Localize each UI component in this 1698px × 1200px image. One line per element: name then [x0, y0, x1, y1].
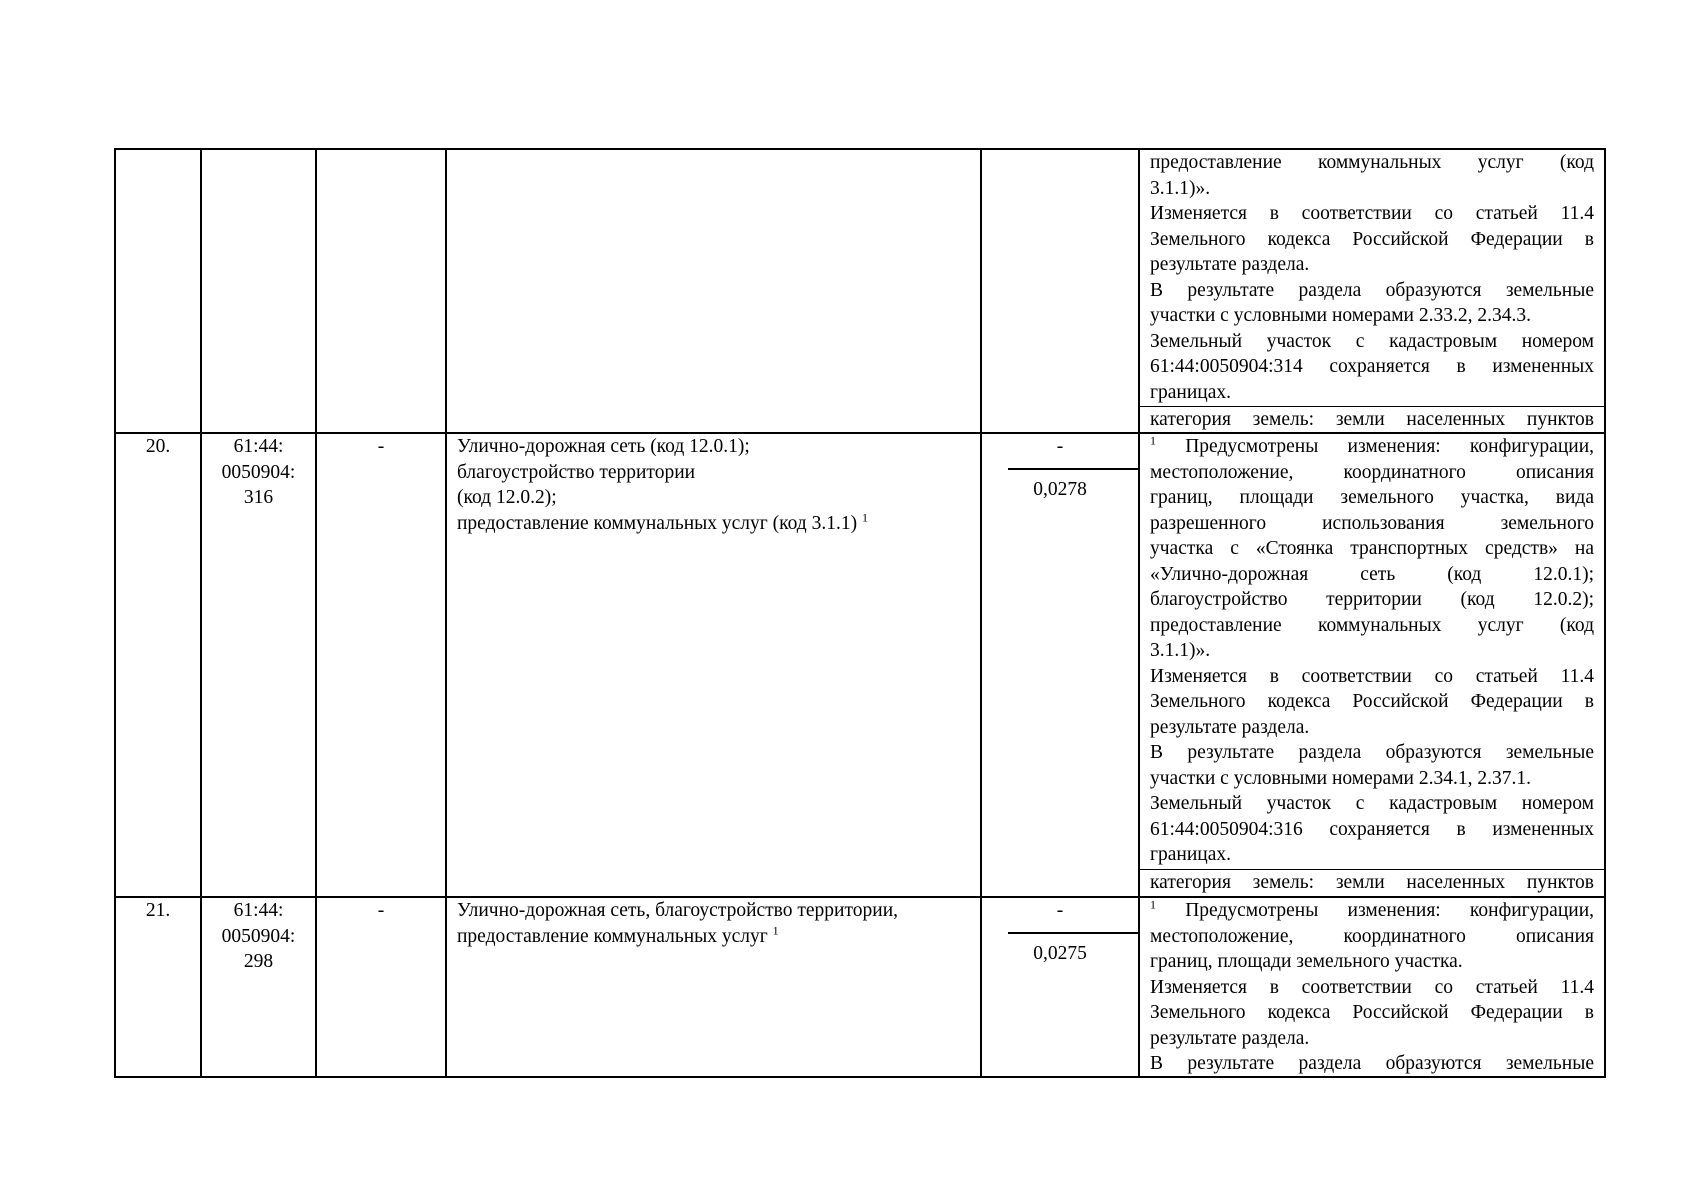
- footnote-mark: 1: [861, 510, 868, 524]
- cell-num-empty: [115, 149, 201, 433]
- cell-dash: [316, 433, 446, 897]
- note-line: Земельный участок с кадастровым номером: [1150, 330, 1594, 352]
- note-line: 3.1.1)».: [1150, 177, 1211, 199]
- note-line: границах.: [1150, 844, 1231, 865]
- cell-purpose-empty: [446, 149, 981, 433]
- note-line: результате раздела.: [1150, 1027, 1310, 1049]
- note-line: предоставление коммунальных услуг (код: [1150, 614, 1594, 636]
- cell-cadastral-number: [201, 433, 316, 897]
- dash-value: -: [377, 900, 385, 921]
- cell-area-empty: [981, 149, 1139, 433]
- footnote-mark: 1: [1150, 434, 1156, 448]
- cell-area: [981, 433, 1139, 897]
- note-line: границ, площади земельного участка, вида: [1150, 487, 1594, 508]
- cell-area: [981, 897, 1139, 1077]
- cell-permitted-use: [446, 433, 981, 897]
- note-line: Изменяется в соответствии со статьей 11.4: [1150, 976, 1594, 998]
- area-value: 0,0278: [1033, 479, 1087, 500]
- cell-cadastral-number: [201, 897, 316, 1077]
- note-line: Земельный участок с кадастровым номером: [1150, 793, 1594, 814]
- permitted-use-text: предоставление коммунальных услуг (код 3.1.1): [457, 512, 858, 534]
- permitted-use-text: предоставление коммунальных услуг: [457, 925, 768, 947]
- permitted-use-line: Улично-дорожная сеть (код 12.0.1);: [457, 436, 750, 457]
- cadastral-line: 61:44:: [233, 436, 284, 457]
- note-line: 61:44:0050904:316 сохраняется в измененных: [1150, 818, 1594, 840]
- table-row: [115, 433, 1605, 897]
- permitted-use-line: благоустройство территории: [457, 461, 696, 483]
- note-line: участки с условными номерами 2.34.1, 2.37.1.: [1150, 767, 1531, 789]
- note-line: участка с «Стоянка транспортных средств» на: [1150, 538, 1594, 559]
- note-line: «Улично-дорожная сеть (код 12.0.1);: [1150, 563, 1594, 585]
- note-line: Изменяется в соответствии со статьей 11.4: [1150, 665, 1594, 687]
- note-line: благоустройство территории (код 12.0.2);: [1150, 589, 1594, 610]
- note-line: [1140, 434, 1604, 460]
- area-previous: -: [1056, 436, 1064, 457]
- cell-permitted-use: [446, 897, 981, 1077]
- table-row-continuation: [115, 149, 1605, 433]
- area-previous: -: [1056, 900, 1064, 921]
- footnote-mark: 1: [772, 923, 779, 937]
- footnote-mark: 1: [1150, 898, 1156, 912]
- note-text: Предусмотрены изменения: конфигурации,: [1185, 900, 1595, 921]
- note-line: Земельного кодекса Российской Федерации в: [1150, 1002, 1594, 1023]
- note-line: Изменяется в соответствии со статьей 11.4: [1150, 203, 1594, 224]
- cadastral-line: 0050904:: [221, 925, 296, 947]
- note-line: границ, площади земельного участка.: [1150, 951, 1463, 972]
- note-line: В результате раздела образуются земельные: [1150, 742, 1594, 763]
- permitted-use-line: Улично-дорожная сеть, благоустройство территории,: [457, 900, 899, 921]
- note-line: разрешенного использования земельного: [1150, 512, 1594, 534]
- row-number: 20.: [145, 436, 171, 457]
- note-line: результате раздела.: [1150, 254, 1310, 275]
- note-line: участки с условными номерами 2.33.2, 2.34.3.: [1150, 305, 1531, 326]
- table-row: [115, 897, 1605, 1077]
- cell-notes: [1139, 433, 1605, 897]
- cell-dash-empty: [316, 149, 446, 433]
- note-line: Земельного кодекса Российской Федерации в: [1150, 691, 1594, 712]
- cadastral-line: 61:44:: [233, 900, 284, 921]
- note-line: В результате раздела образуются земельные: [1150, 1053, 1594, 1074]
- permitted-use-line: (код 12.0.2);: [457, 487, 557, 508]
- note-line: Земельного кодекса Российской Федерации в: [1150, 228, 1594, 250]
- permitted-use-line: [457, 511, 970, 537]
- land-plots-table: [114, 148, 1606, 1078]
- note-line: результате раздела.: [1150, 716, 1310, 738]
- land-category: категория земель: земли населенных пунктов: [1140, 869, 1604, 895]
- note-line: 61:44:0050904:314 сохраняется в измененных: [1150, 356, 1594, 377]
- cell-row-number: [115, 897, 201, 1077]
- note-line: границах.: [1150, 381, 1231, 403]
- area-divider: [1008, 932, 1138, 934]
- cadastral-line: 0050904:: [221, 461, 296, 483]
- cadastral-line: 298: [243, 951, 274, 972]
- cell-notes-continuation: [1139, 149, 1605, 433]
- note-line: В результате раздела образуются земельные: [1150, 279, 1594, 301]
- area-value: 0,0275: [1033, 943, 1087, 964]
- dash-value: -: [377, 436, 385, 457]
- land-category: категория земель: земли населенных пунктов: [1140, 406, 1604, 432]
- cadastral-line: 316: [243, 487, 274, 508]
- cell-cadastral-empty: [201, 149, 316, 433]
- cell-dash: [316, 897, 446, 1077]
- permitted-use-line: [457, 924, 970, 950]
- note-line: [1140, 898, 1604, 924]
- cell-notes: [1139, 897, 1605, 1077]
- cell-row-number: [115, 433, 201, 897]
- area-divider: [1008, 468, 1138, 470]
- note-text: Предусмотрены изменения: конфигурации,: [1185, 436, 1595, 457]
- note-line: предоставление коммунальных услуг (код: [1150, 152, 1594, 173]
- note-line: 3.1.1)».: [1150, 640, 1211, 661]
- row-number: 21.: [145, 900, 171, 921]
- note-line: местоположение, координатного описания: [1150, 461, 1594, 483]
- note-line: местоположение, координатного описания: [1150, 925, 1594, 947]
